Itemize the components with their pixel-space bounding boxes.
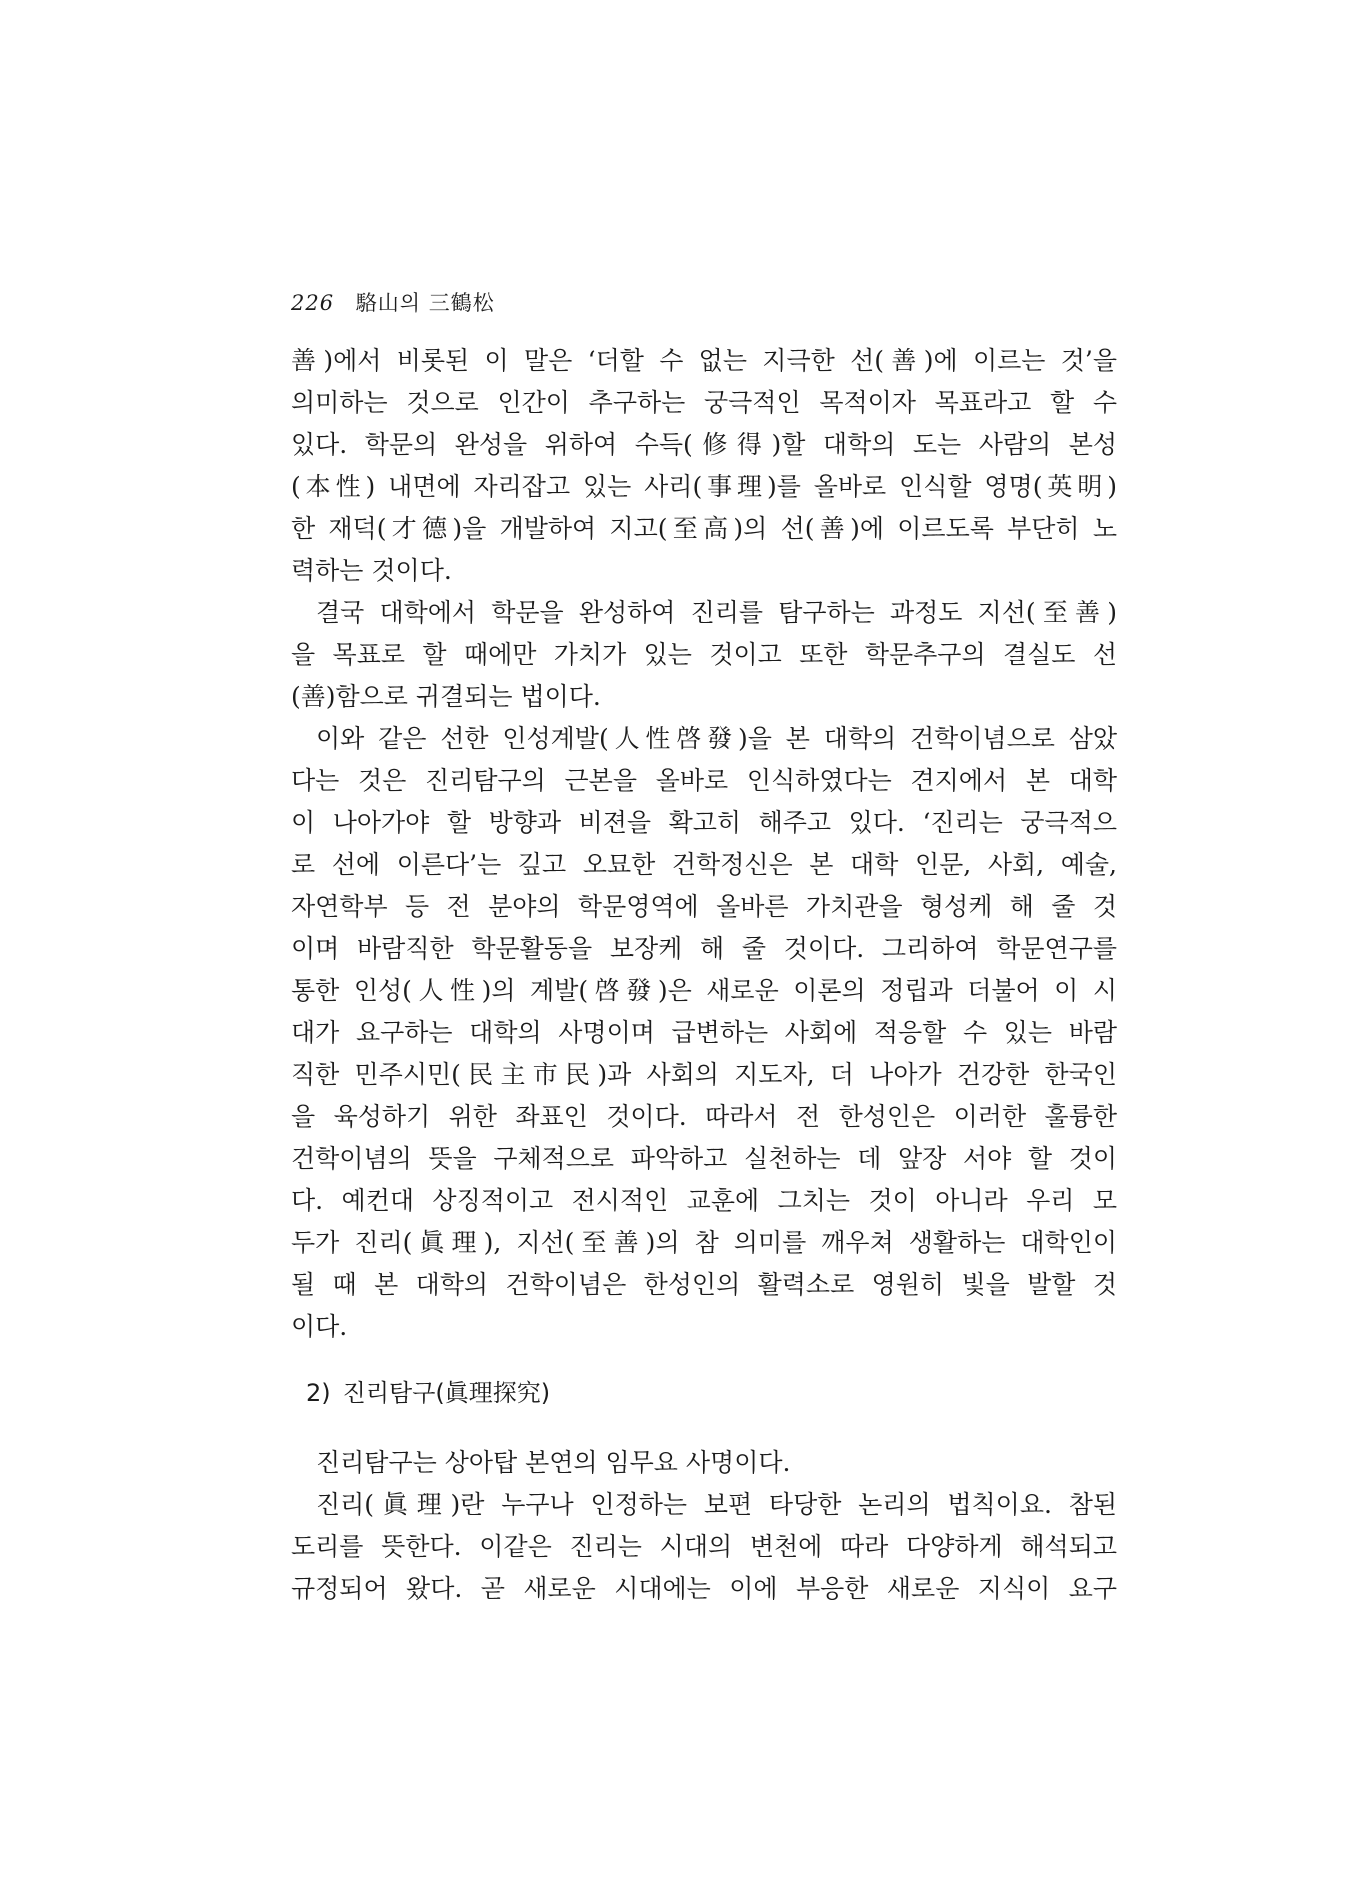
text-line: 한 재덕(才德)을 개발하여 지고(至高)의 선(善)에 이르도록 부단히 노 bbox=[291, 514, 1117, 543]
text-line: 통한 인성(人性)의 계발(啓發)은 새로운 이론의 정립과 더불어 이 시 bbox=[291, 976, 1117, 1005]
text-line: 善)에서 비롯된 이 말은 ‘더할 수 없는 지극한 선(善)에 이르는 것’을 bbox=[291, 346, 1117, 375]
text-line: 이 나아가야 할 방향과 비젼을 확고히 해주고 있다. ‘진리는 궁극적으 bbox=[291, 808, 1117, 837]
paragraph bbox=[291, 1484, 1117, 1610]
text-line: 직한 민주시민(民主市民)과 사회의 지도자, 더 나아가 건강한 한국인 bbox=[291, 1060, 1117, 1089]
text-line: 대가 요구하는 대학의 사명이며 급변하는 사회에 적응할 수 있는 바람 bbox=[291, 1018, 1117, 1047]
page-number: 226 bbox=[291, 291, 335, 315]
paragraph bbox=[291, 592, 1117, 718]
text-line: 도리를 뜻한다. 이같은 진리는 시대의 변천에 따라 다양하게 해석되고 bbox=[291, 1532, 1117, 1561]
text-line: 로 선에 이른다’는 깊고 오묘한 건학정신은 본 대학 인문, 사회, 예술, bbox=[291, 850, 1117, 879]
text-line: 이며 바람직한 학문활동을 보장케 해 줄 것이다. 그리하여 학문연구를 bbox=[291, 934, 1117, 963]
paragraph bbox=[291, 340, 1117, 592]
text-line: 을 목표로 할 때에만 가치가 있는 것이고 또한 학문추구의 결실도 선 bbox=[291, 640, 1117, 669]
text-line: 을 육성하기 위한 좌표인 것이다. 따라서 전 한성인은 이러한 훌륭한 bbox=[291, 1102, 1117, 1131]
text-line: 결국 대학에서 학문을 완성하여 진리를 탐구하는 과정도 지선(至善) bbox=[316, 598, 1117, 627]
text-line: 다. 예컨대 상징적이고 전시적인 교훈에 그치는 것이 아니라 우리 모 bbox=[291, 1186, 1117, 1215]
text-line: 진리탐구는 상아탑 본연의 임무요 사명이다. bbox=[316, 1448, 791, 1477]
paragraph bbox=[291, 718, 1117, 1348]
text-line: 다는 것은 진리탐구의 근본을 올바로 인식하였다는 견지에서 본 대학 bbox=[291, 766, 1117, 795]
text-line: 의미하는 것으로 인간이 추구하는 궁극적인 목적이자 목표라고 할 수 bbox=[291, 388, 1117, 417]
text-line: 이와 같은 선한 인성계발(人性啓發)을 본 대학의 건학이념으로 삼았 bbox=[316, 724, 1117, 753]
text-line: 있다. 학문의 완성을 위하여 수득(修得)할 대학의 도는 사람의 본성 bbox=[291, 430, 1117, 459]
running-head bbox=[291, 287, 495, 317]
paragraph bbox=[291, 1442, 1117, 1484]
section-title: 진리탐구(眞理探究) bbox=[342, 1379, 551, 1407]
text-line: (本性) 내면에 자리잡고 있는 사리(事理)를 올바로 인식할 영명(英明) bbox=[291, 472, 1117, 501]
text-line: 이다. bbox=[291, 1312, 348, 1341]
text-line: 력하는 것이다. bbox=[291, 556, 452, 585]
text-line: 규정되어 왔다. 곧 새로운 시대에는 이에 부응한 새로운 지식이 요구 bbox=[291, 1574, 1117, 1603]
text-line: (善)함으로 귀결되는 법이다. bbox=[291, 682, 601, 711]
text-line: 건학이념의 뜻을 구체적으로 파악하고 실천하는 데 앞장 서야 할 것이 bbox=[291, 1144, 1117, 1173]
text-line: 될 때 본 대학의 건학이념은 한성인의 활력소로 영원히 빛을 발할 것 bbox=[291, 1270, 1117, 1299]
body-text bbox=[291, 340, 1117, 1610]
text-line: 자연학부 등 전 분야의 학문영역에 올바른 가치관을 형성케 해 줄 것 bbox=[291, 892, 1117, 921]
running-head-title: 駱山의 三鶴松 bbox=[355, 291, 495, 315]
section-number: 2) bbox=[306, 1379, 331, 1407]
text-line: 두가 진리(眞理), 지선(至善)의 참 의미를 깨우쳐 생활하는 대학인이 bbox=[291, 1228, 1117, 1257]
section-heading bbox=[291, 1372, 1117, 1414]
text-line: 진리(眞理)란 누구나 인정하는 보편 타당한 논리의 법칙이요. 참된 bbox=[316, 1490, 1117, 1519]
